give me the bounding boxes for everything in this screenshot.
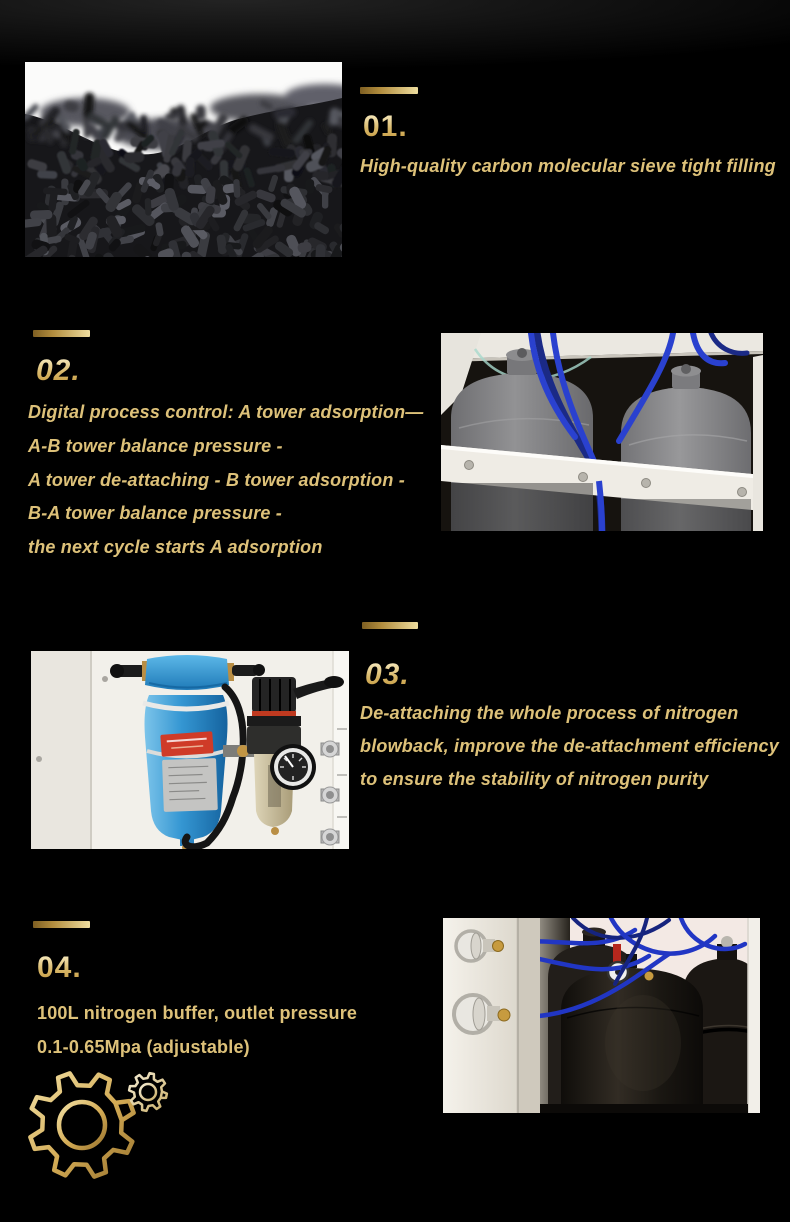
pressure-gauge bbox=[270, 744, 316, 790]
adsorption-towers-photo bbox=[441, 333, 763, 531]
section-02-line: A-B tower balance pressure - bbox=[28, 436, 283, 456]
section-03-line: to ensure the stability of nitrogen purity bbox=[360, 769, 709, 789]
section-01-headline: High-quality carbon molecular sieve tight filling bbox=[360, 156, 776, 176]
section-02-line: Digital process control: A tower adsorption— bbox=[28, 402, 424, 422]
section-02-line: B-A tower balance pressure - bbox=[28, 503, 283, 523]
section-03-number: 03. bbox=[365, 658, 410, 691]
carbon-pellets-photo bbox=[25, 62, 342, 257]
section-01-number: 01. bbox=[363, 110, 408, 143]
section-04-number: 04. bbox=[37, 951, 82, 984]
gears-decoration bbox=[20, 1062, 190, 1192]
section-02-number: 02. bbox=[36, 354, 81, 387]
section-02-line: A tower de-attaching - B tower adsorption - bbox=[28, 470, 405, 490]
section-02-accent-bar bbox=[33, 330, 90, 337]
gear-icon bbox=[129, 1073, 167, 1111]
filter-regulator-photo bbox=[31, 651, 349, 849]
frame-right-post bbox=[753, 355, 763, 531]
section-01-accent-bar bbox=[360, 87, 418, 94]
section-03-line: blowback, improve the de-attachment efficiency bbox=[360, 736, 779, 756]
buffer-tanks-photo bbox=[443, 918, 760, 1113]
side-panel bbox=[31, 651, 91, 849]
right-panel-strip bbox=[748, 918, 760, 1113]
section-04-line: 100L nitrogen buffer, outlet pressure bbox=[37, 1003, 358, 1023]
section-04-line: 0.1-0.65Mpa (adjustable) bbox=[37, 1037, 250, 1057]
section-03-accent-bar bbox=[362, 622, 418, 629]
section-02-line: the next cycle starts A adsorption bbox=[28, 537, 323, 557]
gear-icon bbox=[30, 1073, 133, 1176]
section-04-accent-bar bbox=[33, 921, 90, 928]
section-03-line: De-attaching the whole process of nitrogen bbox=[360, 703, 739, 723]
